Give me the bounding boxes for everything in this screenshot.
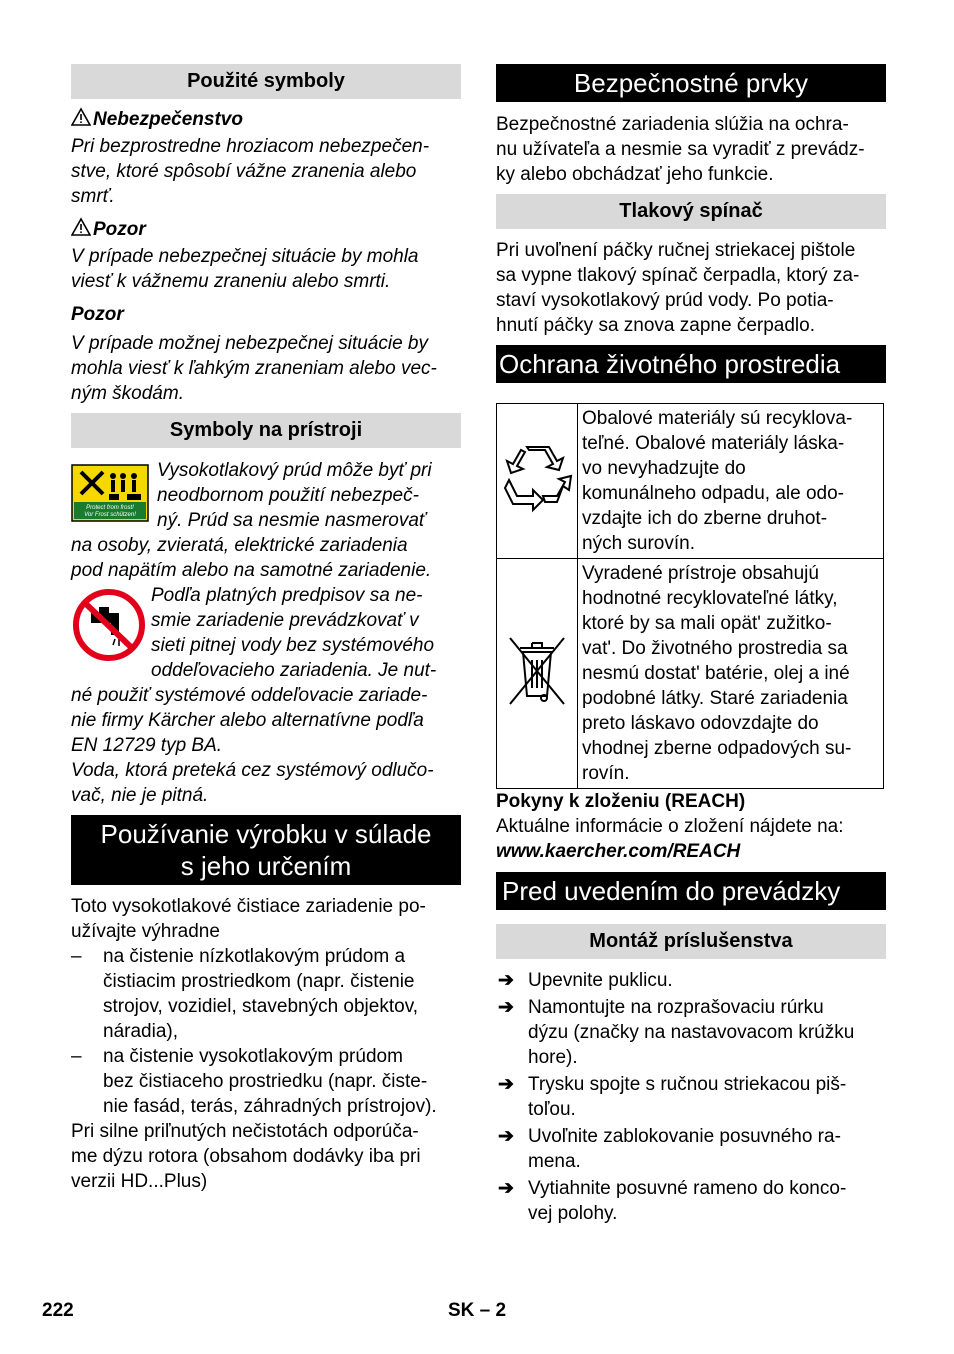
disposal-text: Vyradené prístroje obsahujú hodnotné recyklovateľné látky, ktoré by sa mali opät' zužitko- vat'. Do životného prostredia sa nesmú dostat' batérie, olej a iné podobné látky. Staré zariadenia preto láskavo odovzdajte do vhodnej zberne odpadových su- rovín. <box>578 559 884 789</box>
intended-use-outro: Pri silne priľnutých nečistotách odporúča- me dýzu rotora (obsahom dodávky iba pri verzii HD...Plus) <box>71 1121 421 1192</box>
section-header-safety: Bezpečnostné prvky <box>496 64 886 102</box>
crossed-bin-icon <box>497 559 578 789</box>
left-column <box>71 64 461 1194</box>
section-header-intended-use: Používanie výrobku v súlade s jeho určením <box>71 815 461 885</box>
caution-heading: Pozor <box>71 304 124 325</box>
recycling-text: Obalové materiály sú recyklova- teľné. Obalové materiály láska- vo nevyhadzujte do komunálneho odpadu, ale odo- vzdajte ich do zberne druhot- ných surovín. <box>578 404 884 559</box>
arrow-icon: ➔ <box>498 970 514 991</box>
list-item: ➔ Vytiahnite posuvné rameno do konco- vej polohy. <box>498 1178 847 1224</box>
warning-heading: Pozor <box>71 217 461 244</box>
section-header-pressure-switch: Tlakový spínač <box>496 194 886 229</box>
reach-text: Aktuálne informácie o zložení nájdete na: <box>496 816 844 837</box>
frost-label-bottom: Vor Frost schützen! <box>84 512 136 518</box>
list-item: – na čistenie nízkotlakovým prúdom a čistiacim prostriedkom (napr. čistenie strojov, vozidiel, stavebných objektov, náradia), <box>71 946 419 1042</box>
intended-use-intro: Toto vysokotlakové čistiace zariadenie po- užívajte výhradne <box>71 896 426 942</box>
table-row <box>497 404 884 559</box>
high-pressure-label-icon <box>71 464 149 529</box>
arrow-icon: ➔ <box>498 1178 514 1199</box>
warning-text: V prípade nebezpečnej situácie by mohla viesť k vážnemu zraneniu alebo smrti. <box>71 246 419 292</box>
caution-text: V prípade možnej nebezpečnej situácie by mohla viesť k ľahkým zraneniam alebo vec- ným škodám. <box>71 333 437 404</box>
recycle-icon <box>497 404 578 559</box>
section-header-accessory-assembly: Montáž príslušenstva <box>496 924 886 959</box>
assembly-steps <box>496 968 886 1226</box>
page-number: 222 <box>42 1300 74 1321</box>
no-drinking-water-icon <box>71 587 147 670</box>
section-header-environment: Ochrana životného prostredia <box>496 345 886 383</box>
section-header-symbols: Použité symboly <box>71 64 461 99</box>
environment-table <box>496 403 884 789</box>
list-item: ➔ Trysku spojte s ručnou striekacou piš- toľou. <box>498 1074 847 1120</box>
reach-heading: Pokyny k zloženiu (REACH) <box>496 791 746 812</box>
list-item: ➔ Uvoľnite zablokovanie posuvného ra- mena. <box>498 1126 841 1172</box>
section-header-before-startup: Pred uvedením do prevádzky <box>496 872 886 910</box>
right-column <box>496 64 886 1228</box>
table-row <box>497 559 884 789</box>
list-item: ➔ Namontujte na rozprašovaciu rúrku dýzu (značky na nastavovacom krúžku hore). <box>498 997 855 1068</box>
safety-text: Bezpečnostné zariadenia slúžia na ochra- nu užívateľa a nesmie sa vyradiť z prevádz- ky alebo obchádzať jeho funkcie. <box>496 114 865 185</box>
arrow-icon: ➔ <box>498 997 514 1018</box>
section-indicator: SK – 2 <box>448 1300 507 1321</box>
danger-heading: Nebezpečenstvo <box>71 107 461 134</box>
danger-text: Pri bezprostredne hroziacom nebezpečen- stve, ktoré spôsobí vážne zranenia alebo smrť. <box>71 136 430 207</box>
drinking-water-warning: Podľa platných predpisov sa ne- smie zariadenie prevádzkovať v sieti pitnej vody bez systémového oddeľovacieho zariadenia. Je nut- né použiť systémové oddeľovacie zariade- nie firmy Kärcher alebo alternatívne podľa EN 12729 typ BA. Voda, ktorá preteká cez systémový odlučo- vač, nie je pitná. <box>71 585 437 806</box>
arrow-icon: ➔ <box>498 1074 514 1095</box>
frost-label-top: Protect from frost! <box>86 505 134 511</box>
section-header-device-symbols: Symboly na prístroji <box>71 413 461 448</box>
list-item: ➔ Upevnite puklicu. <box>498 970 673 991</box>
arrow-icon: ➔ <box>498 1126 514 1147</box>
list-item: – na čistenie vysokotlakovým prúdom bez čistiaceho prostriedku (napr. čiste- nie fasád, terás, záhradných prístrojov). <box>71 1046 437 1117</box>
reach-link[interactable]: www.kaercher.com/REACH <box>496 841 741 862</box>
warning-triangle-icon <box>71 217 93 244</box>
warning-triangle-icon <box>71 107 93 134</box>
high-pressure-warning: Protect from frost! Vor Frost schützen! Vysokotlakový prúd môže byť pri neodbornom použití nebezpeč- ný. Prúd sa nesmie nasmerovať na osoby, zvieratá, elektrické zariadenia pod napätím alebo na samotné zariadenie. <box>71 460 432 581</box>
pressure-switch-text: Pri uvoľnení páčky ručnej striekacej pištole sa vypne tlakový spínač čerpadla, ktorý za- staví vysokotlakový prúd vody. Po potia- hnutí páčky sa znova zapne čerpadlo. <box>496 240 860 336</box>
